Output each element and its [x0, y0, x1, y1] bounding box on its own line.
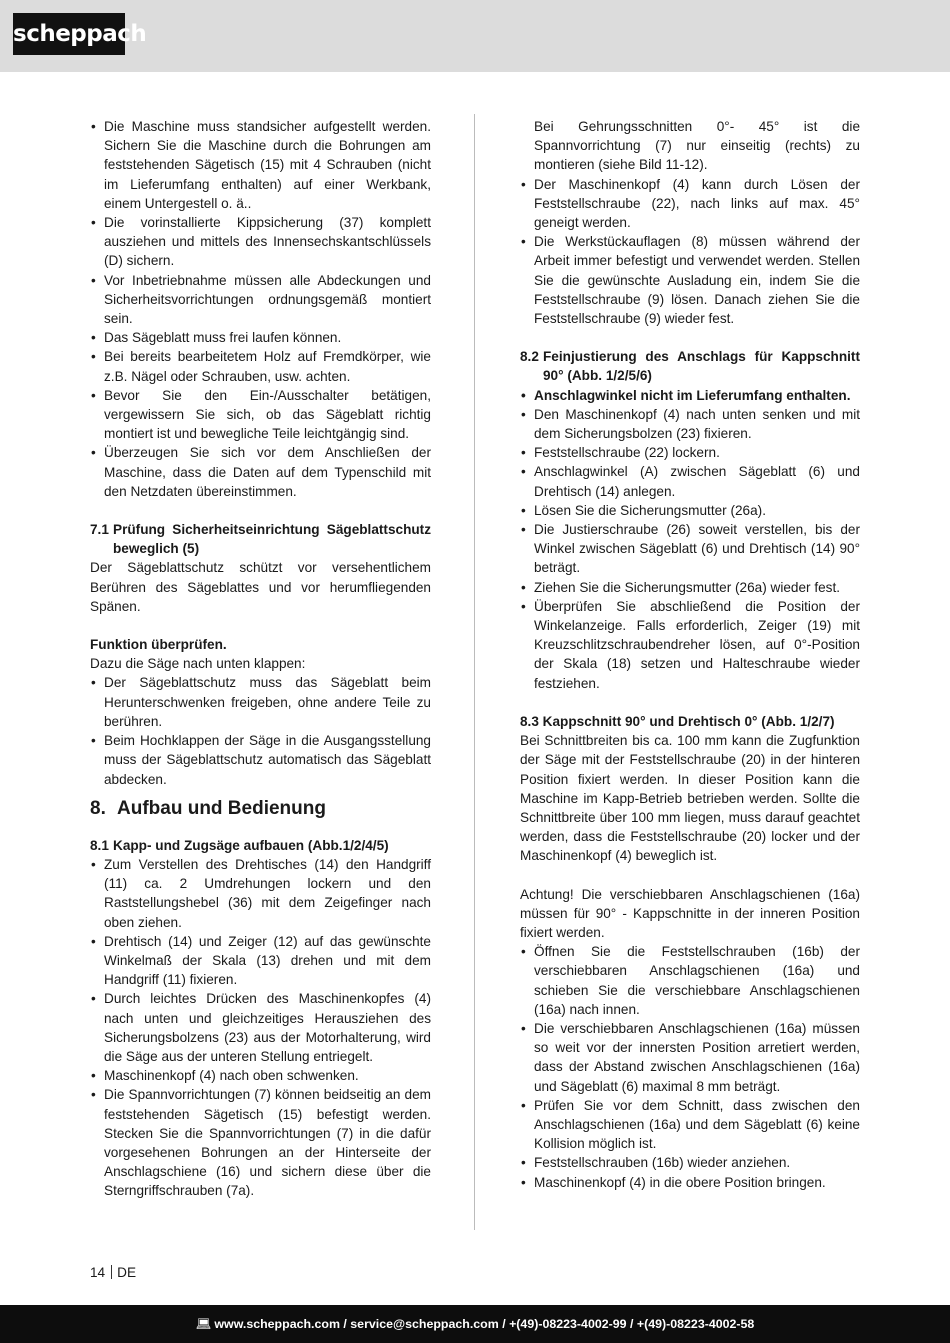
function-check-heading: Funktion überprüfen.	[90, 637, 227, 653]
list-item: • Anschlagwinkel nicht im Lieferumfang enthalten.	[520, 386, 860, 405]
section-8-2-heading: 8.2 Feinjustierung des Anschlags für Kappschnitt 90° (Abb. 1/2/5/6)	[520, 349, 860, 384]
footer-contact: www.scheppach.com / service@scheppach.com / +(49)-08223-4002-99 / +(49)-08223-4002-58	[214, 1317, 755, 1331]
chapter-8-heading: 8. Aufbau und Bedienung	[90, 797, 326, 819]
list-item: • Die Maschine muss standsicher aufgestellt werden. Sichern Sie die Maschine durch die Bohrungen am feststehenden Sägetisch (15) mit 4 Schrauben (nicht im Lieferumfang enthalten) auf einer Werkbank, einem Untergestell o. ä..	[90, 117, 431, 213]
list-item: • Beim Hochklappen der Säge in die Ausgangsstellung muss der Sägeblattschutz automatisch das Sägeblatt abdecken.	[90, 731, 431, 789]
list-item: • Zum Verstellen des Drehtisches (14) den Handgriff (11) ca. 2 Umdrehungen lockern und den Raststellungshebel (36) mit dem Zeigefinger nach oben ziehen.	[90, 855, 431, 932]
list-item: • Öffnen Sie die Feststellschrauben (16b) der verschiebbaren Anschlagschienen (16a) und schieben Sie die verschiebbare Anschlagschienen (16a) nach innen.	[520, 942, 860, 1019]
left-column	[90, 117, 431, 1201]
function-check-list	[90, 673, 431, 788]
list-item: • Maschinenkopf (4) in die obere Position bringen.	[520, 1173, 860, 1192]
continued-list	[520, 175, 860, 329]
attention-text: Achtung! Die verschiebbaren Anschlagschienen (16a) müssen für 90° - Kappschnitte in der inneren Position fixiert werden.	[520, 886, 860, 940]
list-item: • Der Maschinenkopf (4) kann durch Lösen der Feststellschraube (22), nach links auf max. 45° geneigt werden.	[520, 175, 860, 233]
intro-list	[90, 117, 431, 501]
section-7-1-text: Der Sägeblattschutz schützt vor versehentlichem Berühren des Sägeblattes und vor herumfliegenden Spänen.	[90, 560, 431, 614]
list-item: • Bevor Sie den Ein-/Ausschalter betätigen, vergewissern Sie sich, ob das Sägeblatt richtig montiert ist und bewegliche Teile leichtgängig sind.	[90, 386, 431, 444]
list-item: • Lösen Sie die Sicherungsmutter (26a).	[520, 501, 860, 520]
section-8-3-text: Bei Schnittbreiten bis ca. 100 mm kann die Zugfunktion der Säge mit der Feststellschraube (20) in der hinteren Position fixiert werden. In dieser Position kann die Maschine im Kapp-Betrieb betrieben werden. Sollte die Schnittbreite über 100 mm liegen, muss darauf geachtet werden, dass die Feststellschraube (20) locker und der Maschinenkopf (4) beweglich ist.	[520, 733, 860, 864]
computer-icon: 💻︎	[195, 1317, 212, 1331]
list-item: • Vor Inbetriebnahme müssen alle Abdeckungen und Sicherheitsvorrichtungen ordnungsgemäß montiert sein.	[90, 271, 431, 329]
column-divider	[474, 114, 475, 1230]
list-item: • Prüfen Sie vor dem Schnitt, dass zwischen den Anschlagschienen (16a) und dem Sägeblatt (6) keine Kollision möglich ist.	[520, 1096, 860, 1154]
list-item: • Maschinenkopf (4) nach oben schwenken.	[90, 1066, 431, 1085]
right-column	[520, 117, 860, 1192]
scheppach-logo: scheppach	[13, 13, 125, 55]
list-item: • Die Justierschraube (26) soweit verstellen, bis der Winkel zwischen Sägeblatt (6) und Drehtisch (14) 90° beträgt.	[520, 520, 860, 578]
page-number: 14 DE	[90, 1265, 137, 1280]
list-item: • Durch leichtes Drücken des Maschinenkopfes (4) nach unten und gleichzeitiges Herausziehen des Sicherungsbolzens (23) aus der Motorhalterung, wird die Säge aus der unteren Stellung entriegelt.	[90, 989, 431, 1066]
list-item: • Die vorinstallierte Kippsicherung (37) komplett ausziehen und mittels des Innensechskantschlüssels (D) sichern.	[90, 213, 431, 271]
list-item: • Überzeugen Sie sich vor dem Anschließen der Maschine, dass die Daten auf dem Typenschild mit den Netzdaten übereinstimmen.	[90, 443, 431, 501]
attention-list	[520, 942, 860, 1192]
list-item: • Die verschiebbaren Anschlagschienen (16a) müssen so weit vor der innersten Position arretiert werden, dass der Abstand zwischen Anschlagschienen (16a) und Sägeblatt (6) maximal 8 mm beträgt.	[520, 1019, 860, 1096]
section-8-1-heading: 8.1 Kapp- und Zugsäge aufbauen (Abb.1/2/4/5)	[90, 837, 389, 853]
list-item: • Der Sägeblattschutz muss das Sägeblatt beim Herunterschwenken freigeben, ohne andere Teile zu berühren.	[90, 673, 431, 731]
header-bar	[0, 0, 950, 72]
list-item: • Drehtisch (14) und Zeiger (12) auf das gewünschte Winkelmaß der Skala (13) drehen und mit dem Handgriff (11) fixieren.	[90, 932, 431, 990]
function-check-intro: Dazu die Säge nach unten klappen:	[90, 656, 306, 672]
section-7-1-heading: 7.1 Prüfung Sicherheitseinrichtung Sägeblattschutz beweglich (5)	[90, 522, 431, 557]
list-item: • Die Werkstückauflagen (8) müssen während der Arbeit immer befestigt und verwendet werden. Stellen Sie die gewünschte Ausladung ein, indem Sie die Feststellschraube (9) lösen. Danach ziehen Sie die Feststellschraube (9) wieder fest.	[520, 232, 860, 328]
section-8-2-list	[520, 386, 860, 693]
footer-bar	[0, 1305, 950, 1343]
list-item: • Ziehen Sie die Sicherungsmutter (26a) wieder fest.	[520, 578, 860, 597]
list-item: • Das Sägeblatt muss frei laufen können.	[90, 328, 431, 347]
list-item: • Überprüfen Sie abschließend die Position der Winkelanzeige. Falls erforderlich, Zeiger (19) mit Kreuzschlitzschraubendreher lösen, auf 0°-Position der Skala (18) setzen und Halteschraube wieder festziehen.	[520, 597, 860, 693]
list-item: • Feststellschrauben (16b) wieder anziehen.	[520, 1153, 860, 1172]
section-8-3-heading: 8.3 Kappschnitt 90° und Drehtisch 0° (Abb. 1/2/7)	[520, 713, 835, 729]
list-item: • Bei bereits bearbeitetem Holz auf Fremdkörper, wie z.B. Nägel oder Schrauben, usw. achten.	[90, 347, 431, 385]
section-8-1-list	[90, 855, 431, 1201]
list-item: • Den Maschinenkopf (4) nach unten senken und mit dem Sicherungsbolzen (23) fixieren.	[520, 405, 860, 443]
continued-text: Bei Gehrungsschnitten 0°- 45° ist die Spannvorrichtung (7) nur einseitig (rechts) zu montieren (siehe Bild 11-12).	[534, 119, 860, 173]
list-item: • Feststellschraube (22) lockern.	[520, 443, 860, 462]
list-item: • Die Spannvorrichtungen (7) können beidseitig an dem feststehenden Sägetisch (15) befestigt werden. Stecken Sie die Spannvorrichtungen (7) in die dafür vorgesehenen Bohrungen an der Hinterseite der Anschlagschiene (16) und sichern diese über die Sterngriffschrauben (7a).	[90, 1085, 431, 1200]
list-item: • Anschlagwinkel (A) zwischen Sägeblatt (6) und Drehtisch (14) anlegen.	[520, 462, 860, 500]
